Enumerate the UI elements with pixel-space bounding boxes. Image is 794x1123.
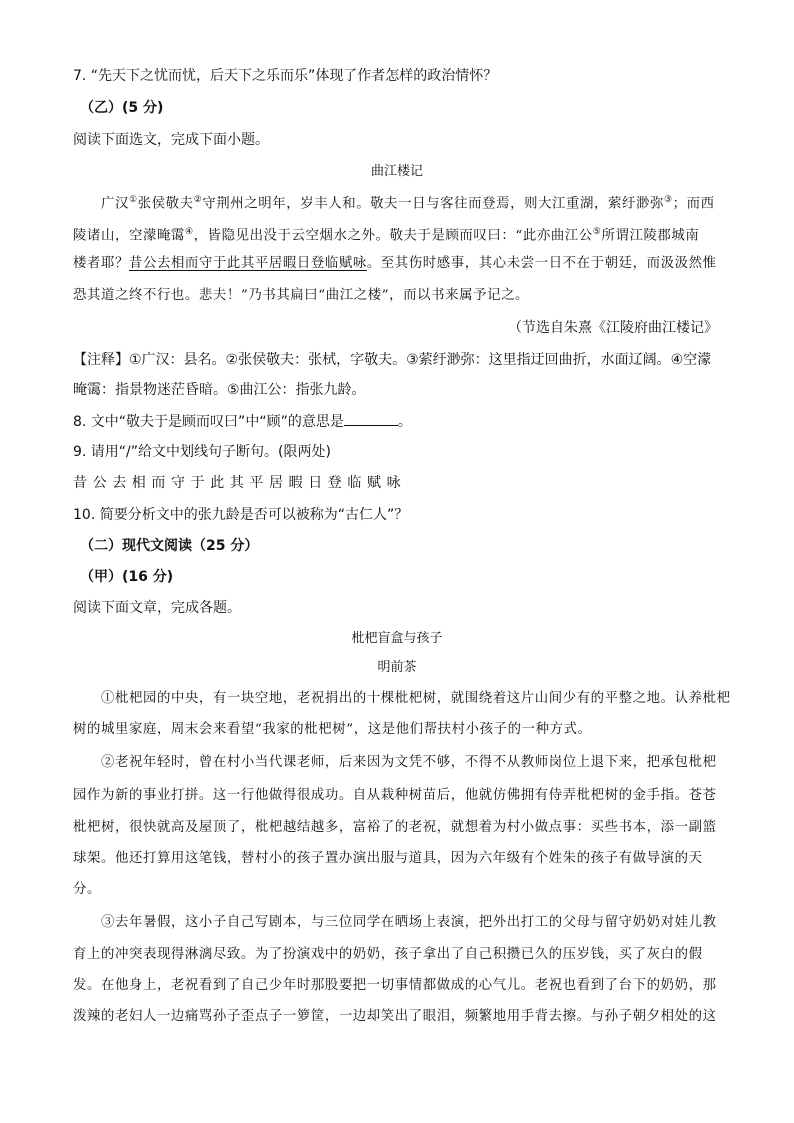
passage-2-line: 园作为新的事业打拼。这一行他做得很成功。自从栽种树苗后，他就仿佛拥有侍弄枇杷树的金手指。苍苍 (73, 788, 717, 803)
passage-2-line: 泼辣的老妇人一边痛骂孙子歪点子一箩筐，一边却笑出了眼泪，频繁地用手背去擦。与孙子朝夕相处的这 (73, 1009, 717, 1024)
passage-2-title: 枇杷盲盒与孩子 (351, 631, 443, 646)
passage-1-line: 恐其道之终不行也。悲夫！”乃书其扁曰“曲江之楼”，而以书来属予记之。 (73, 288, 530, 303)
question-9: 9. 请用“/”给文中划线句子断句。(限两处) (73, 444, 331, 460)
passage-2-author: 明前茶 (377, 660, 417, 675)
passage-1-line: 楼者耶？昔公去相而守于此其平居暇日登临赋咏。至其伤时感事，其心未尝一日不在于朝廷，而汲汲然惟 (73, 256, 717, 271)
underlined-sentence: 昔公去相而守于此其平居暇日登临赋咏 (128, 256, 367, 271)
passage-2-line: ②老祝年轻时，曾在村小当代课老师，后来因为文凭不够，不得不从教师岗位上退下来，把承包枇杷 (101, 755, 717, 770)
question-7: 7. “先天下之忧而忧，后天下之乐而乐”体现了作者怎样的政治情怀？ (73, 68, 498, 84)
section-jia-header: （甲）(16 分) (80, 569, 174, 585)
passage-1-title: 曲江楼记 (370, 164, 423, 179)
passage-2-line: 球架。他还打算用这笔钱，替村小的孩子置办演出服与道具，因为六年级有个姓朱的孩子有做导演的天 (73, 851, 703, 866)
section-yi-header: （乙）(5 分) (80, 100, 164, 116)
passage-2-line: 树的城里家庭，周末会来看望“我家的枇杷树”，这是他们帮扶村小孩子的一种方式。 (73, 722, 592, 737)
instruction-1: 阅读下面选文，完成下面小题。 (73, 132, 269, 148)
passage-1-line: 广汉①张侯敬夫②守荆州之明年，岁丰人和。敬夫一日与客往而登焉，则大江重湖，萦纡渺弥③；而西 (101, 195, 715, 212)
section-2-header: （二）现代文阅读（25 分） (80, 538, 259, 554)
notes-line: 【注释】①广汉：县名。②张侯敬夫：张栻，字敬夫。③萦纡渺弥：这里指迂回曲折，水面辽阔。④空濛 (73, 352, 712, 368)
passage-2-line: ③去年暑假，这小子自己写剧本，与三位同学在晒场上表演，把外出打工的父母与留守奶奶对娃儿教 (101, 915, 717, 930)
question-8: 8. 文中“敬夫于是顾而叹曰”中“顾”的意思是 。 (73, 411, 412, 432)
passage-1-source: （节选自朱熹《江陵府曲江楼记》 (508, 320, 718, 336)
passage-2-line: 发。在他身上，老祝看到了自己少年时那股要把一切事情都做成的心气儿。老祝也看到了台下的奶奶，那 (73, 978, 717, 993)
passage-2-line: 育上的冲突表现得淋漓尽致。为了扮演戏中的奶奶，孩子拿出了自己积攒已久的压岁钱，买了灰白的假 (73, 947, 703, 962)
passage-2-line: 分。 (73, 882, 101, 897)
question-10: 10. 简要分析文中的张九龄是否可以被称为“古仁人”？ (73, 507, 409, 523)
passage-2-line: ①枇杷园的中央，有一块空地，老祝捐出的十棵枇杷树，就围绕着这片山间少有的平整之地。认养枇杷 (101, 691, 731, 706)
passage-2-line: 枇杷树，很快就高及屋顶了，枇杷越结越多，富裕了的老祝，就想着为村小做点事：买些书本，添一副篮 (73, 820, 717, 835)
question-9-sentence: 昔公去相而守于此其平居暇日登临赋咏 (73, 475, 407, 491)
passage-1-line: 陵诸山，空濛晻霭④，皆隐见出没于云空烟水之外。敬夫于是顾而叹曰：“此亦曲江公⑤所谓江陵郡城南 (73, 227, 700, 244)
answer-blank (344, 411, 398, 426)
notes-line: 晻霭：指景物迷茫昏暗。⑤曲江公：指张九龄。 (73, 382, 366, 398)
instruction-2: 阅读下面文章，完成各题。 (73, 600, 241, 616)
